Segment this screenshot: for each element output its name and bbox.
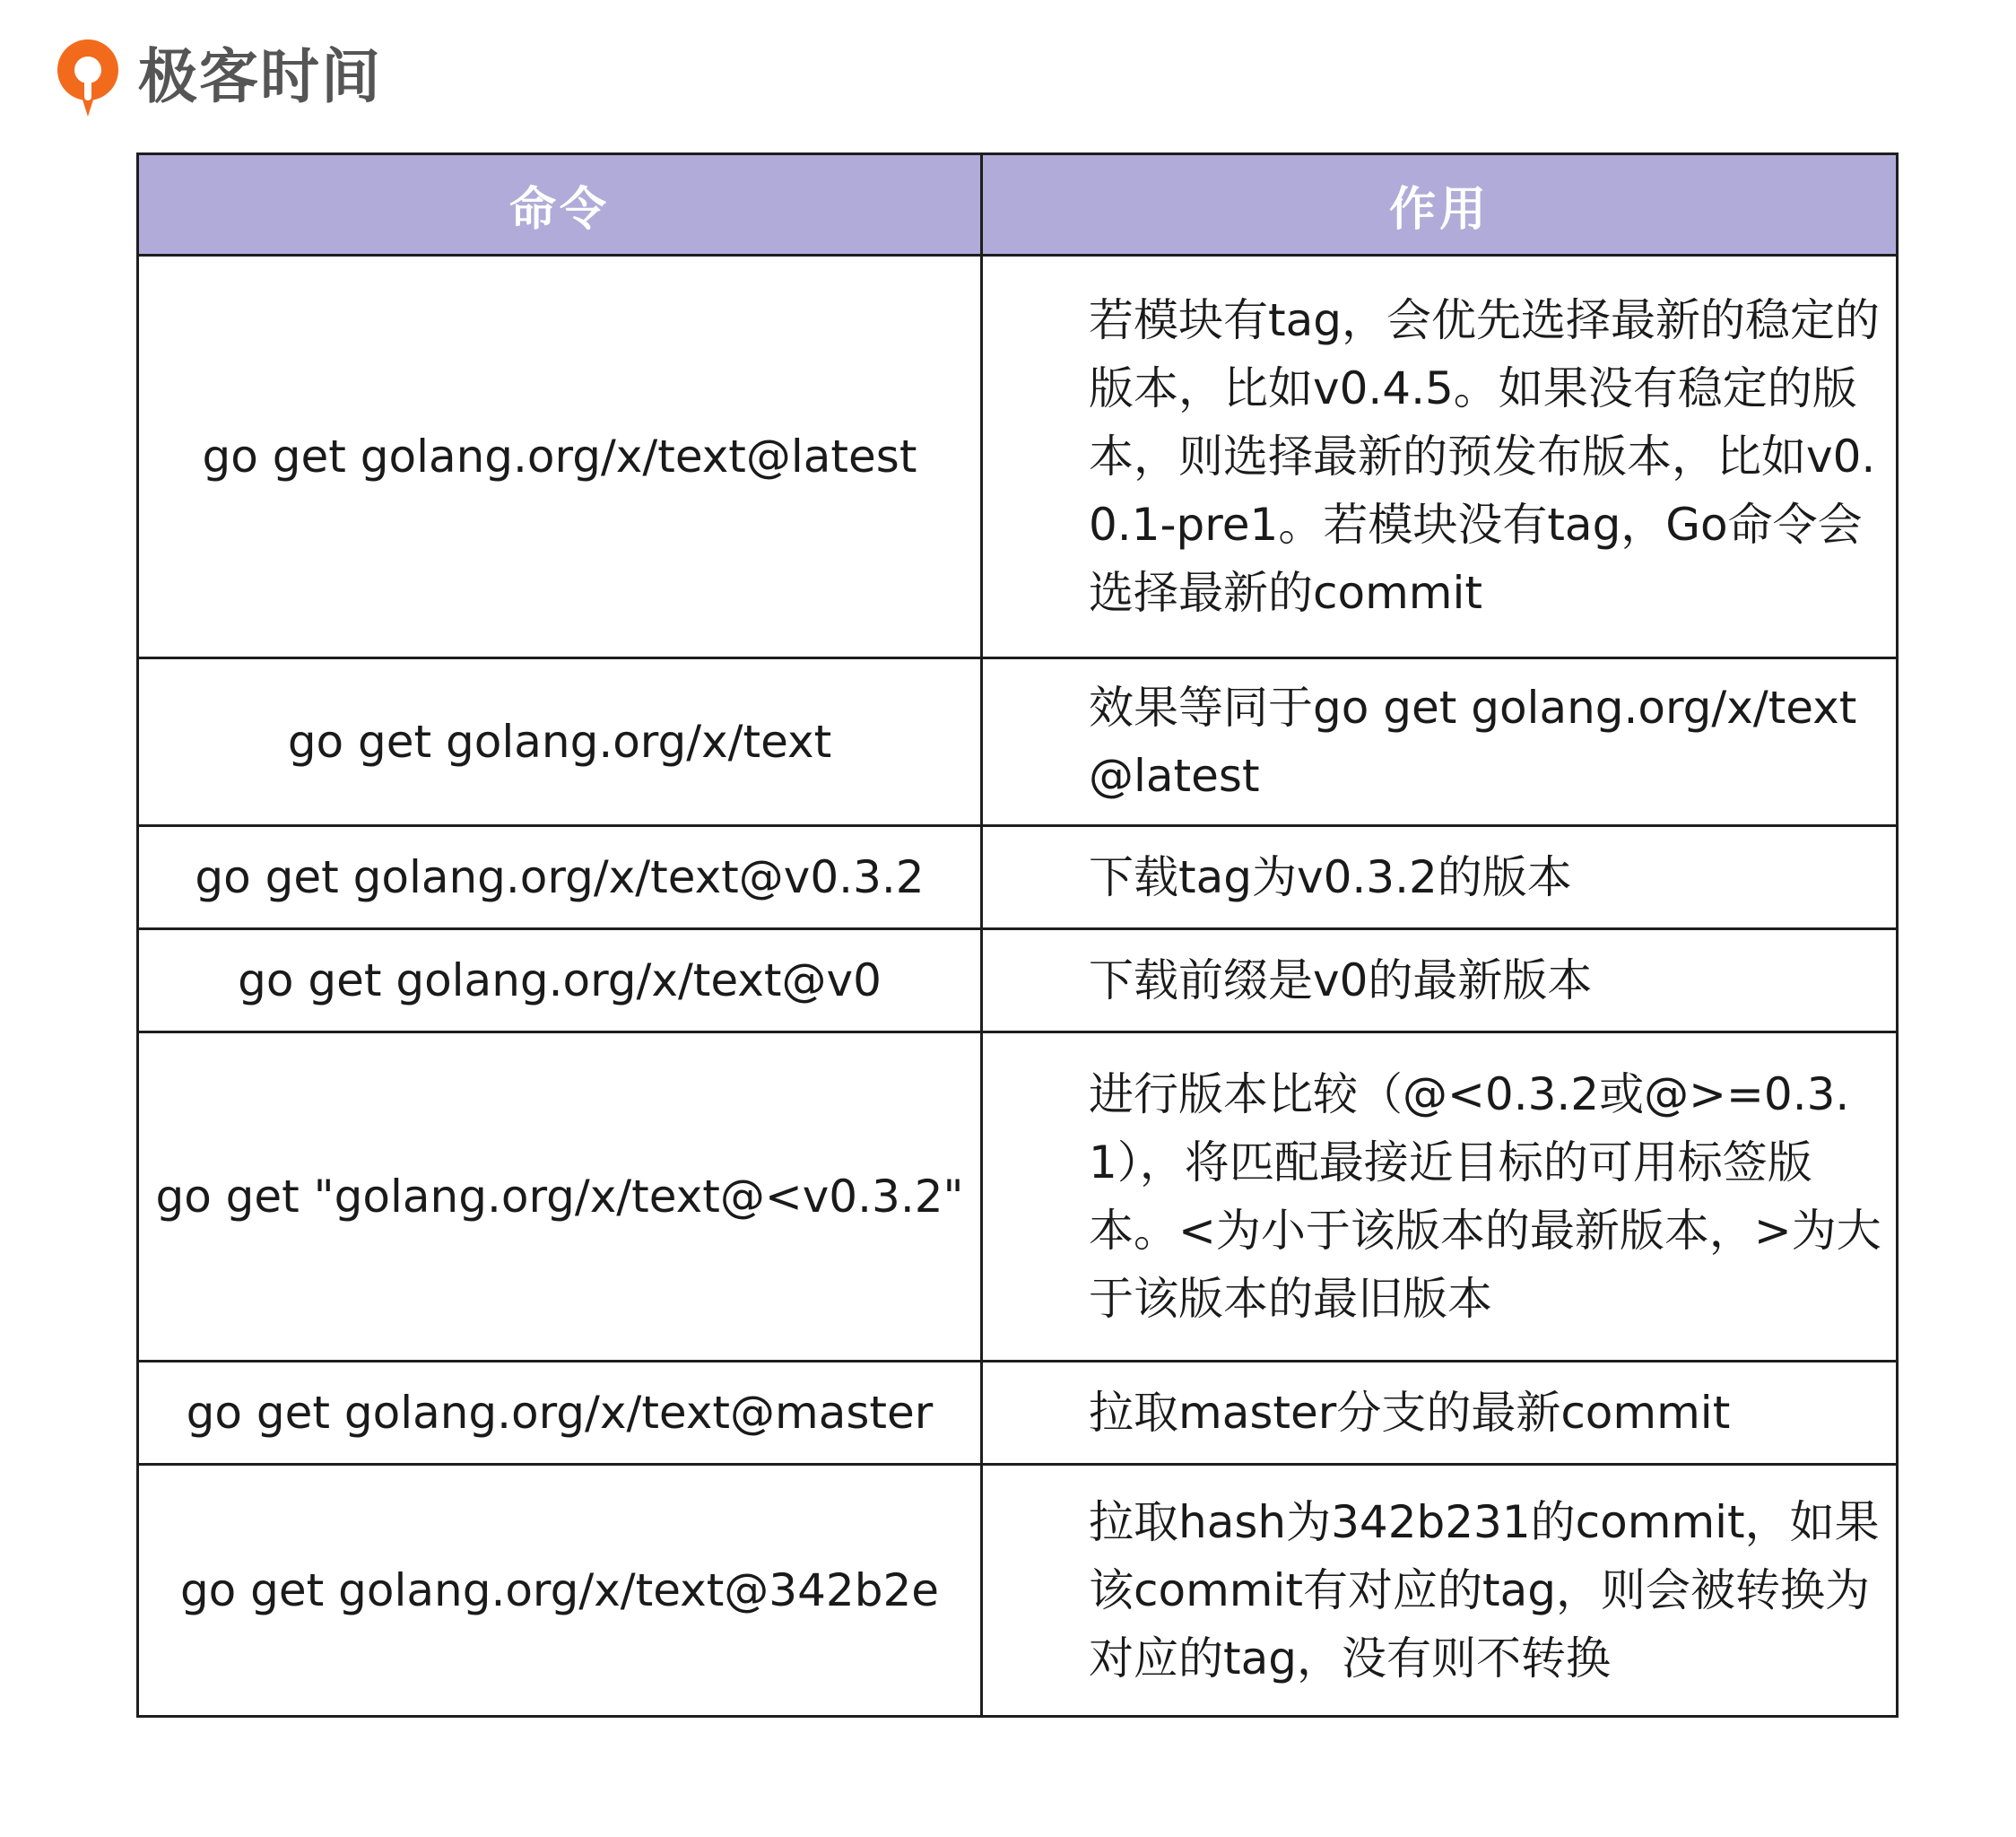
table-row — [138, 929, 1898, 1032]
description-cell: 拉取hash为342b231的commit，如果该commit有对应的tag，则会被转换为对应的tag，没有则不转换 — [982, 1465, 1898, 1717]
table-row — [138, 1032, 1898, 1362]
description-cell: 效果等同于go get golang.org/x/text@latest — [982, 658, 1898, 826]
table-row — [138, 1465, 1898, 1717]
table-header — [138, 154, 1898, 256]
command-cell: go get "golang.org/x/text@<v0.3.2" — [138, 1032, 982, 1362]
command-cell: go get golang.org/x/text — [138, 658, 982, 826]
header-row — [138, 154, 1898, 256]
column-header-command: 命令 — [138, 154, 982, 256]
table-row — [138, 256, 1898, 658]
description-cell: 拉取master分支的最新commit — [982, 1362, 1898, 1465]
command-cell: go get golang.org/x/text@v0.3.2 — [138, 826, 982, 929]
column-header-purpose: 作用 — [982, 154, 1898, 256]
description-cell: 进行版本比较（@<0.3.2或@>=0.3.1），将匹配最接近目标的可用标签版本。<为小于该版本的最新版本，>为大于该版本的最旧版本 — [982, 1032, 1898, 1362]
brand-name: 极客时间 — [138, 42, 382, 111]
table-body — [138, 256, 1898, 1717]
table-row — [138, 826, 1898, 929]
description-cell: 下载tag为v0.3.2的版本 — [982, 826, 1898, 929]
command-cell: go get golang.org/x/text@master — [138, 1362, 982, 1465]
table-row — [138, 1362, 1898, 1465]
description-cell: 若模块有tag，会优先选择最新的稳定的版本，比如v0.4.5。如果没有稳定的版本，则选择最新的预发布版本，比如v0.0.1-pre1。若模块没有tag，Go命令会选择最新的commit — [982, 256, 1898, 658]
command-cell: go get golang.org/x/text@v0 — [138, 929, 982, 1032]
description-cell: 下载前缀是v0的最新版本 — [982, 929, 1898, 1032]
command-cell: go get golang.org/x/text@342b2e — [138, 1465, 982, 1717]
geekbang-logo-icon — [50, 34, 126, 120]
table-row — [138, 658, 1898, 826]
brand-logo — [50, 32, 382, 122]
go-get-commands-table — [136, 152, 1899, 1718]
command-cell: go get golang.org/x/text@latest — [138, 256, 982, 658]
